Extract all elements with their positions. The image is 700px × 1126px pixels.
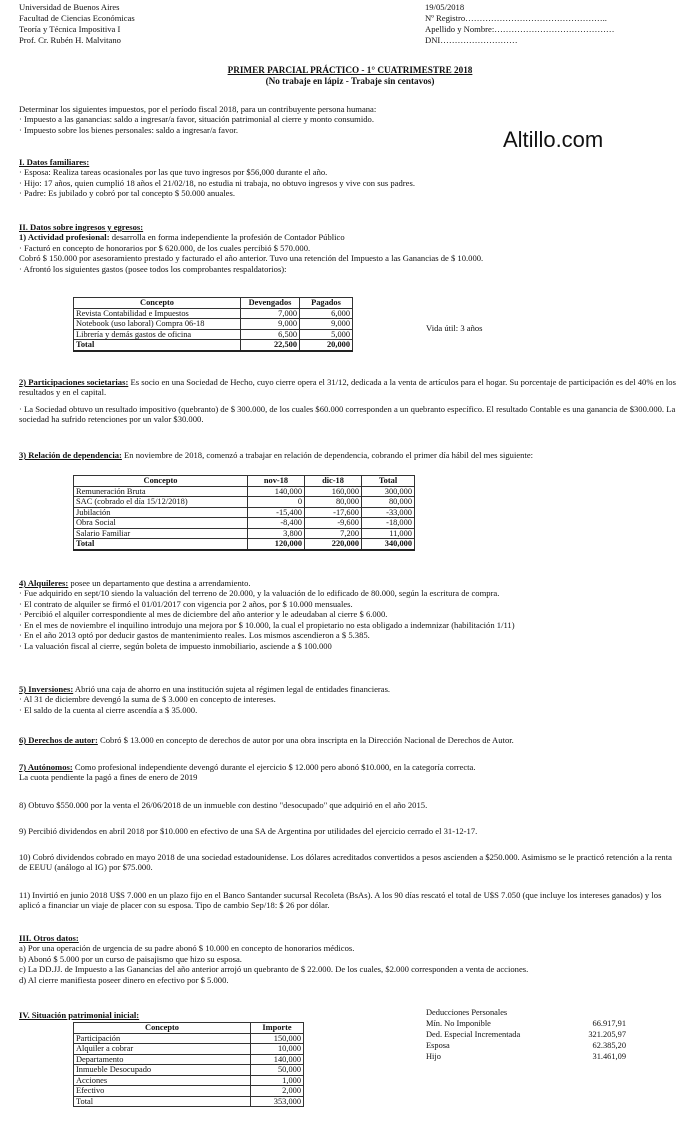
cell: 220,000 — [305, 539, 362, 550]
deducciones-title — [426, 1008, 626, 1019]
table-row — [74, 1044, 304, 1055]
header-institution — [19, 2, 135, 46]
p5-line: · Al 31 de diciembre devengó la suma de $ 3.000 en concepto de intereses. — [19, 694, 276, 705]
table-row — [74, 1086, 304, 1097]
col-header: Concepto — [74, 476, 248, 487]
cell: Total — [74, 539, 248, 550]
title-sub: (No trabaje en lápiz - Trabaje sin centavos) — [265, 76, 435, 87]
cell: Total — [74, 340, 241, 351]
p4-line: · Fue adquirido en sept/10 siendo la valuación del terreno de 20.000, y la valuación de lo edificado de 80.000, según la escritura de compra. — [19, 588, 500, 599]
section-datos-familiares — [19, 157, 681, 199]
table-row — [74, 1033, 304, 1044]
col-header: Concepto — [74, 1023, 251, 1034]
intro-line: Determinar los siguientes impuestos, por el período fiscal 2018, para un contribuyente persona humana: — [19, 104, 377, 114]
title-main: PRIMER PARCIAL PRÁCTICO - 1° CUATRIMESTRE 2018 — [227, 65, 473, 75]
cell: 80,000 — [305, 497, 362, 508]
cell: Participación — [74, 1033, 251, 1044]
cell: Salario Familiar — [74, 528, 248, 539]
cell: 300,000 — [362, 486, 415, 497]
watermark-logo: Altillo.com — [503, 127, 604, 152]
item-10: 10) Cobró dividendos cobrado en mayo 2018 de una sociedad estadounidense. Los dólares acreditados convertidos a pesos ascienden a $250.000. Asimismo se le practicó retención a la renta de EEUU (análogo al IG) por $75.000. — [19, 852, 672, 873]
relacion-dependencia — [19, 450, 681, 460]
list-item — [426, 1019, 626, 1030]
intro-line: · Impuesto sobre los bienes personales: saldo a ingresar/a favor. — [19, 124, 239, 135]
cell: 9,000 — [241, 319, 300, 330]
cell: Acciones — [74, 1075, 251, 1086]
header-student-fields — [425, 2, 615, 46]
col-header: Pagados — [300, 298, 353, 309]
p2-line: · La Sociedad obtuvo un resultado impositivo (quebranto) de $ 300.000, de los cuales $60.000 corresponden a un quebranto específico. El resultado Contable es una ganancia de $300.000. La sociedad ha sufrido retenciones por un valor $30.000. — [19, 403, 676, 425]
item-text: Cobró $ 13.000 en concepto de derechos de autor por una obra inscripta en la Dirección Nacional de Derechos de Autor. — [97, 735, 514, 745]
list-item — [426, 1052, 626, 1063]
item-head: 6) Derechos de autor: — [19, 735, 98, 745]
actividad-profesional — [19, 232, 681, 242]
cell: Notebook (uso laboral) Compra 06-18 — [74, 319, 241, 330]
cell: 2,000 — [251, 1086, 304, 1097]
p4-line: · En el año 2013 optó por deducir gastos de mantenimiento reales. Los mismos ascendieron a $ 5.385. — [19, 630, 370, 641]
cell: -8,400 — [248, 518, 305, 529]
item-head: 5) Inversiones: — [19, 684, 74, 694]
cell: Total — [74, 1096, 251, 1107]
gastos-table — [73, 297, 353, 352]
table-total-row — [74, 539, 415, 550]
intro — [19, 104, 681, 135]
section-patrimonial-title: IV. Situación patrimonial inicial: — [19, 1010, 140, 1020]
cell: 140,000 — [248, 486, 305, 497]
item-9: 9) Percibió dividendos en abril 2018 por $10.000 en efectivo de una SA de Argentina por utilidades del ejercicio cerrado el 31-12-17. — [19, 826, 478, 836]
item-head: 4) Alquileres: — [19, 578, 69, 588]
item-text: Abrió una caja de ahorro en una institución sujeta al régimen legal de entidades financieras. — [73, 684, 391, 694]
list-item — [426, 1030, 626, 1041]
header-faculty: Facultad de Ciencias Económicas — [19, 13, 135, 23]
sec1-line: · Padre: Es jubilado y cobró por tal concepto $ 50.000 anuales. — [19, 188, 235, 199]
p5-line: · El saldo de la cuenta al cierre ascendía a $ 35.000. — [19, 704, 198, 715]
vida-util-note: Vida útil: 3 años — [426, 323, 483, 333]
item-text: posee un departamento que destina a arrendamiento. — [68, 578, 251, 588]
header-date: 19/05/2018 — [425, 2, 465, 12]
table-row — [74, 486, 415, 497]
header-dni: DNI……………………… — [425, 35, 518, 45]
cell: 353,000 — [251, 1096, 304, 1107]
deducciones-personales — [426, 1008, 626, 1063]
table-row — [74, 329, 353, 340]
item-head: 2) Participaciones societarias: — [19, 377, 129, 387]
inversiones — [19, 684, 681, 715]
sueldos-table — [73, 475, 415, 551]
col-header: nov-18 — [248, 476, 305, 487]
cell: 1,000 — [251, 1075, 304, 1086]
item-8: 8) Obtuvo $550.000 por la venta el 26/06/2018 de un inmueble con destino "desocupado" que adquirió en el año 2015. — [19, 800, 428, 810]
cell: Departamento — [74, 1054, 251, 1065]
col-header: Importe — [251, 1023, 304, 1034]
derechos-autor — [19, 735, 681, 745]
cell: Efectivo — [74, 1086, 251, 1097]
item-head: 1) Actividad profesional: — [19, 232, 110, 243]
cell: 50,000 — [251, 1065, 304, 1076]
p7-line: La cuota pendiente la pagó a fines de enero de 2019 — [19, 772, 198, 783]
cell: -18,000 — [362, 518, 415, 529]
intro-line: · Impuesto a las ganancias: saldo a ingresar/a favor, situación patrimonial al cierre y monto consumido. — [19, 114, 374, 125]
ded-label: Esposa — [426, 1041, 450, 1050]
cell: 7,000 — [241, 308, 300, 319]
item-head: 7) Autónomos: — [19, 762, 73, 772]
cell: 140,000 — [251, 1054, 304, 1065]
cell: 3,800 — [248, 528, 305, 539]
cell: Librería y demás gastos de oficina — [74, 329, 241, 340]
table-row — [74, 1075, 304, 1086]
section-ingresos — [19, 222, 681, 274]
cell: 20,000 — [300, 340, 353, 351]
cell: Revista Contabilidad e Impuestos — [74, 308, 241, 319]
alquileres — [19, 578, 681, 651]
cell: 120,000 — [248, 539, 305, 550]
table-row — [74, 308, 353, 319]
p4-line: · La valuación fiscal al cierre, según boleta de impuesto inmobiliario, asciende a $ 100.000 — [19, 640, 332, 651]
item-text: En noviembre de 2018, comenzó a trabajar en relación de dependencia, cobrando el primer día hábil del mes siguiente: — [121, 450, 534, 460]
table-row — [74, 497, 415, 508]
cell: Jubilación — [74, 507, 248, 518]
item-text: Es socio en una Sociedad de Hecho, cuyo cierre opera el 31/12, dedicada a la venta de artículos para el hogar. Su porcentaje de participación es del 40% en los resultados y en el capital. — [19, 377, 676, 398]
cell: 80,000 — [362, 497, 415, 508]
cell: 22,500 — [241, 340, 300, 351]
cell: -33,000 — [362, 507, 415, 518]
cell: Remuneración Bruta — [74, 486, 248, 497]
table-row — [74, 319, 353, 330]
cell: Inmueble Desocupado — [74, 1065, 251, 1076]
table-total-row — [74, 1096, 304, 1107]
cell: 11,000 — [362, 528, 415, 539]
cell: -15,400 — [248, 507, 305, 518]
header-registro: Nº Registro………………………………………….. — [425, 13, 607, 23]
table-row — [74, 507, 415, 518]
cell: 6,500 — [241, 329, 300, 340]
p4-line: · El contrato de alquiler se firmó el 01/01/2017 con vigencia por 2 años, por $ 10.000 mensuales. — [19, 598, 353, 609]
section-title: III. Otros datos: — [19, 933, 79, 943]
item-text: desarrolla en forma independiente la profesión de Contador Público — [109, 232, 345, 243]
ded-value: 62.385,20 — [592, 1041, 626, 1050]
col-header: Devengados — [241, 298, 300, 309]
sec3-line: c) La DD.JJ. de Impuesto a las Ganancias del año anterior arrojó un quebranto de $ 22.000. De los cuales, $2.000 corresponden a venta de acciones. — [19, 964, 529, 975]
col-header: Total — [362, 476, 415, 487]
sec1-line: · Esposa: Realiza tareas ocasionales por las que tuvo ingresos por $56,000 durante el año. — [19, 167, 328, 178]
p1-line: · Afrontó los siguientes gastos (posee todos los comprobantes respaldatorios): — [19, 263, 287, 274]
sec3-line: d) Al cierre manifiesta poseer dinero en efectivo por $ 5.000. — [19, 974, 229, 985]
header-course: Teoría y Técnica Impositiva I — [19, 24, 121, 34]
page-title — [0, 65, 700, 87]
item-text: Como profesional independiente devengó durante el ejercicio $ 12.000 pero abonó $10.000, en la categoría correcta. — [72, 762, 476, 772]
header-nombre: Apellido y Nombre:…………………………………… — [425, 24, 615, 34]
table-row — [74, 528, 415, 539]
table-row — [74, 518, 415, 529]
sec3-line: a) Por una operación de urgencia de su padre abonó $ 10.000 en concepto de honorarios médicos. — [19, 943, 355, 954]
ded-value: 66.917,91 — [592, 1019, 626, 1028]
header-university: Universidad de Buenos Aires — [19, 2, 120, 12]
cell: Alquiler a cobrar — [74, 1044, 251, 1055]
cell: 5,000 — [300, 329, 353, 340]
cell: 160,000 — [305, 486, 362, 497]
item-head: 3) Relación de dependencia: — [19, 450, 122, 460]
table-total-row — [74, 340, 353, 351]
header-professor: Prof. Cr. Rubén H. Malvitano — [19, 35, 121, 45]
ded-label: Mín. No Imponible — [426, 1019, 491, 1028]
section-title: II. Datos sobre ingresos y egresos: — [19, 222, 144, 232]
cell: -9,600 — [305, 518, 362, 529]
patrimonio-table — [73, 1022, 304, 1107]
cell: 9,000 — [300, 319, 353, 330]
cell: 340,000 — [362, 539, 415, 550]
deducciones-title-text: Deducciones Personales — [426, 1008, 508, 1017]
cell: 6,000 — [300, 308, 353, 319]
participaciones — [19, 377, 681, 425]
cell: 150,000 — [251, 1033, 304, 1044]
p4-line: · Percibió el alquiler correspondiente al mes de diciembre del año anterior y le adeudaban al cierre $ 6.000. — [19, 609, 388, 620]
table-row — [74, 1065, 304, 1076]
ded-value: 321.205,97 — [588, 1030, 626, 1039]
list-item — [426, 1041, 626, 1052]
table-row — [74, 1054, 304, 1065]
cell: Obra Social — [74, 518, 248, 529]
p1-line: · Facturó en concepto de honorarios por $ 620.000, de los cuales percibió $ 570.000. — [19, 242, 311, 253]
sec3-line: b) Abonó $ 5.000 por un curso de paisajismo que hizo su esposa. — [19, 953, 242, 964]
section-title: I. Datos familiares: — [19, 157, 90, 167]
item-11: 11) Invirtió en junio 2018 U$S 7.000 en un plazo fijo en el Banco Santander sucursal Recoleta (BsAs). A los 90 días rescató el total de U$S 7.050 (que incluye los intereses ganados) y los aplicó a financiar un viaje de placer con su esposa. Tipo de cambio Sep/18: $ 26 por dólar. — [19, 890, 662, 911]
cell: 0 — [248, 497, 305, 508]
ded-label: Ded. Especial Incrementada — [426, 1030, 521, 1039]
col-header: dic-18 — [305, 476, 362, 487]
ded-label: Hijo — [426, 1052, 441, 1061]
section-otros-datos — [19, 933, 681, 985]
p4-line: · En el mes de noviembre el inquilino introdujo una mejora por $ 10.000, la cual el propietario no esta obligado a indemnizar (habilitación 1/11) — [19, 619, 515, 630]
autonomos — [19, 762, 681, 783]
ded-value: 31.461,09 — [592, 1052, 626, 1061]
cell: -17,600 — [305, 507, 362, 518]
sec1-line: · Hijo: 17 años, quien cumplió 18 años el 21/02/18, no estudia ni trabaja, no obtuvo ingresos y vive con sus padres. — [19, 177, 415, 188]
cell: 10,000 — [251, 1044, 304, 1055]
col-header: Concepto — [74, 298, 241, 309]
cell: SAC (cobrado el día 15/12/2018) — [74, 497, 248, 508]
cell: 7,200 — [305, 528, 362, 539]
p1-line: Cobró $ 150.000 por asesoramiento prestado y facturado el año anterior. Tuvo una retención del Impuesto a las Ganancias de $ 10.000. — [19, 253, 484, 264]
